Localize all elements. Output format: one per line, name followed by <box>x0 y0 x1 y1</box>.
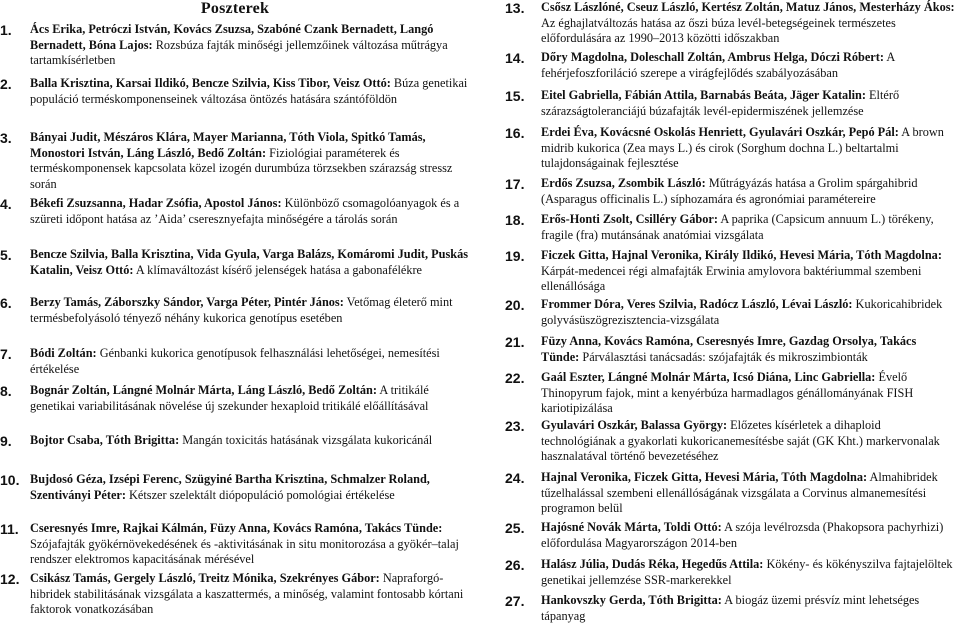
poster-entry <box>505 212 955 243</box>
entry-title: A tritikálé genetikai variabilitásának növelése új szekunder hexaploid tritikálé előállításával <box>30 383 429 413</box>
entry-number: 3. <box>0 130 12 146</box>
entry-authors: Bódi Zoltán: <box>30 346 97 360</box>
entry-title: A klímaváltozást kísérő jelenségek hatása a gabonafélékre <box>133 262 423 277</box>
entry-title: Előzetes kísérletek a dihaploid technológiának a gyakorlati kukoricanemesítésbe saját (GK Kht.) markervonalak hasznalatával történő bevezetéséhez <box>541 418 940 464</box>
poster-entry <box>505 0 955 47</box>
entry-title: Rozsbúza fajták minőségi jellemzőinek változása műtrágya tartamkísérletben <box>30 37 448 68</box>
entry-number: 18. <box>505 212 525 228</box>
entry-number: 11. <box>0 521 19 537</box>
entry-title: Fiziológiai paraméterek és terméskomponensek kapcsolata közel izogén durumbúza törzsekben szárazság stressz során <box>30 145 453 191</box>
entry-number: 8. <box>0 383 12 399</box>
entry-number: 22. <box>505 370 525 386</box>
entry-authors: Hajnal Veronika, Ficzek Gitta, Hevesi Mária, Tóth Magdolna: <box>541 470 868 484</box>
poster-entry <box>505 125 955 172</box>
entry-number: 23. <box>505 418 525 434</box>
entry-authors: Csikász Tamás, Gergely László, Treitz Mónika, Szekrényes Gábor: <box>30 571 380 585</box>
poster-entry <box>505 418 955 465</box>
entry-number: 27. <box>505 593 525 609</box>
poster-entry <box>505 520 955 551</box>
poster-entry <box>505 50 955 81</box>
poster-entry <box>0 346 470 377</box>
entry-title: A paprika (Capsicum annuum L.) törékeny, fragile (fra) mutánsának anatómiai vizsgálata <box>541 212 934 242</box>
entry-authors: Bognár Zoltán, Lángné Molnár Márta, Láng László, Bedő Zoltán: <box>30 383 377 397</box>
entry-authors: Halász Júlia, Dudás Réka, Hegedűs Attila: <box>541 557 764 571</box>
entry-number: 21. <box>505 334 525 350</box>
poster-entry <box>505 470 955 517</box>
entry-number: 19. <box>505 248 525 264</box>
entry-title: Az éghajlatváltozás hatása az őszi búza levél-betegségeinek természetes előfordulására az 1990–2013 közötti időszakban <box>541 15 896 46</box>
entry-number: 24. <box>505 470 525 486</box>
poster-entry <box>505 370 955 417</box>
poster-entry <box>0 247 470 278</box>
entry-title: Kétszer szelektált diópopuláció pomológiai értékelése <box>125 487 395 502</box>
poster-entry <box>505 593 955 624</box>
entry-number: 15. <box>505 88 525 104</box>
entry-number: 20. <box>505 297 525 313</box>
entry-title: Kukoricahibridek golyvásüszögrezisztencia-vizsgálata <box>541 297 943 327</box>
entry-title: A biogáz üzemi présvíz mint lehetséges tápanyag <box>541 593 920 623</box>
poster-entry <box>505 248 955 295</box>
entry-number: 5. <box>0 247 12 263</box>
poster-entry <box>0 472 470 503</box>
entry-number: 25. <box>505 520 525 536</box>
entry-number: 10. <box>0 472 20 488</box>
entry-title: Kökény- és kökényszilva fajtajelöltek genetikai jellemzése SSR-markerekkel <box>541 557 953 587</box>
entry-number: 14. <box>505 50 525 66</box>
poster-entry <box>0 295 470 326</box>
entry-title: Génbanki kukorica genotípusok felhasználási lehetőségei, nemesítési értékelése <box>30 346 440 376</box>
entry-title: Kárpát-medencei régi almafajták Erwinia amylovora baktériummal szembeni ellenállósága <box>541 263 922 294</box>
entry-title: Különböző csomagolóanyagok és a szüreti időpont hatása az ’Aida’ cseresznyefajta minőségére a tárolás során <box>30 196 460 226</box>
entry-title: Párválasztási tanácsadás: szójafajták és mikroszimbionták <box>579 349 868 364</box>
entry-title: A fehérjefoszforiláció szerepe a virágfejlődés szabályozásában <box>541 50 895 80</box>
entry-authors: Füzy Anna, Kovács Ramóna, Cseresnyés Imre, Gazdag Orsolya, Takács Tünde: <box>541 334 917 364</box>
entry-authors: Ács Erika, Petróczi István, Kovács Zsuzsa, Szabóné Czank Bernadett, Langó Bernadett, Bóna Lajos: <box>30 22 434 52</box>
entry-authors: Hankovszky Gerda, Tóth Brigitta: <box>541 593 722 607</box>
entry-authors: Balla Krisztina, Karsai Ildikó, Bencze Szilvia, Kiss Tibor, Veisz Ottó: <box>30 76 391 90</box>
entry-authors: Erős-Honti Zsolt, Csilléry Gábor: <box>541 212 718 226</box>
entry-authors: Csősz Lászlóné, Cseuz László, Kertész Zoltán, Matuz János, Mesterházy Ákos: <box>541 0 955 14</box>
entry-authors: Frommer Dóra, Veres Szilvia, Radócz László, Lévai László: <box>541 297 853 311</box>
entry-number: 13. <box>505 0 525 16</box>
poster-entry <box>0 130 470 192</box>
entry-authors: Gyulavári Oszkár, Balassa György: <box>541 418 728 432</box>
poster-entry <box>0 76 470 107</box>
entry-authors: Bojtor Csaba, Tóth Brigitta: <box>30 433 180 447</box>
entry-authors: Erdős Zsuzsa, Zsombik László: <box>541 176 706 190</box>
poster-entry <box>505 557 955 588</box>
entry-authors: Bujdosó Géza, Izsépi Ferenc, Szügyiné Bartha Krisztina, Schmalzer Roland, Szentiványi Péter: <box>30 472 430 502</box>
entry-authors: Berzy Tamás, Záborszky Sándor, Varga Péter, Pintér János: <box>30 295 344 309</box>
poster-entry <box>0 196 470 227</box>
poster-entry <box>0 383 470 414</box>
entry-authors: Hajósné Novák Márta, Toldi Ottó: <box>541 520 722 534</box>
entry-title: A szója levélrozsda (Phakopsora pachyrhizi) előfordulása Magyarországon 2014-ben <box>541 520 944 550</box>
entry-title: Szójafajták gyökérnövekedésének és -aktivitásának in situ monitorozása a gyökér–talaj rendszer elektromos kapacitásának mérésével <box>30 536 459 567</box>
entry-authors: Cseresnyés Imre, Rajkai Kálmán, Füzy Anna, Kovács Ramóna, Takács Tünde: <box>30 521 443 535</box>
poster-entry <box>505 334 955 365</box>
entry-authors: Erdei Éva, Kovácsné Oskolás Henriett, Gyulavári Oszkár, Pepó Pál: <box>541 125 899 139</box>
entry-authors: Bencze Szilvia, Balla Krisztina, Vida Gyula, Varga Balázs, Komáromi Judit, Puskás Katalin, Veisz Ottó: <box>30 247 469 277</box>
poster-entry <box>505 88 955 119</box>
entry-title: Eltérő szárazságtoleranciájú búzafajták levél-epidermiszének jellemzése <box>541 88 900 118</box>
entry-number: 4. <box>0 196 12 212</box>
entry-title: A brown midrib kukorica (Zea mays L.) és cirok (Sorghum dochna L.) beltartalmi tulajdonságainak fejlesztése <box>541 125 944 171</box>
entry-number: 1. <box>0 22 12 38</box>
poster-entry <box>0 433 470 449</box>
entry-title: Almahibridek tűzelhalással szembeni ellenállóságának vizsgálata a Corvinus almanemesítési programon belül <box>541 470 938 516</box>
entry-title: Búza genetikai populáció terméskomponenseinek változása öntözés hatására szántóföldön <box>30 76 468 106</box>
entry-number: 2. <box>0 76 12 92</box>
poster-entry <box>0 22 470 69</box>
entry-number: 26. <box>505 557 525 573</box>
poster-entry <box>0 521 470 568</box>
section-heading: Poszterek <box>200 0 270 17</box>
entry-authors: Eitel Gabriella, Fábián Attila, Barnabás Beáta, Jäger Katalin: <box>541 88 866 102</box>
entry-title: Mangán toxicitás hatásának vizsgálata kukoricánál <box>179 433 433 447</box>
poster-entry <box>505 297 955 328</box>
entry-authors: Dőry Magdolna, Doleschall Zoltán, Ambrus Helga, Dóczi Róbert: <box>541 50 884 64</box>
poster-entry <box>0 571 470 618</box>
entry-authors: Gaál Eszter, Lángné Molnár Márta, Icsó Diána, Linc Gabriella: <box>541 370 876 384</box>
entry-number: 6. <box>0 295 12 311</box>
entry-title: Vetőmag életerő mint termésbefolyásoló tényező néhány kukorica genotípus esetében <box>30 295 453 325</box>
entry-number: 17. <box>505 176 525 192</box>
entry-authors: Ficzek Gitta, Hajnal Veronika, Király Ildikó, Hevesi Mária, Tóth Magdolna: <box>541 248 942 262</box>
entry-title: Évelő Thinopyrum fajok, mint a kenyérbúza harmadlagos génállományának FISH kariotipizálása <box>541 370 914 416</box>
entry-number: 9. <box>0 433 12 449</box>
entry-title: Napraforgó-hibridek stabilitásának vizsgálata a kaszattermés, a minőség, valamint fontosabb kórtani faktorok vonatkozásában <box>30 571 464 617</box>
entry-authors: Békefi Zsuzsanna, Hadar Zsófia, Apostol János: <box>30 196 282 210</box>
entry-number: 16. <box>505 125 525 141</box>
entry-title: Műtrágyázás hatása a Grolim spárgahibrid (Asparagus officinalis L.) síphozamára és agronómiai paramétereire <box>541 176 918 206</box>
poster-entry <box>505 176 955 207</box>
entry-number: 12. <box>0 571 20 587</box>
entry-number: 7. <box>0 346 12 362</box>
entry-authors: Bányai Judit, Mészáros Klára, Mayer Marianna, Tóth Viola, Spitkó Tamás, Monostori István, Láng László, Bedő Zoltán: <box>30 130 426 160</box>
